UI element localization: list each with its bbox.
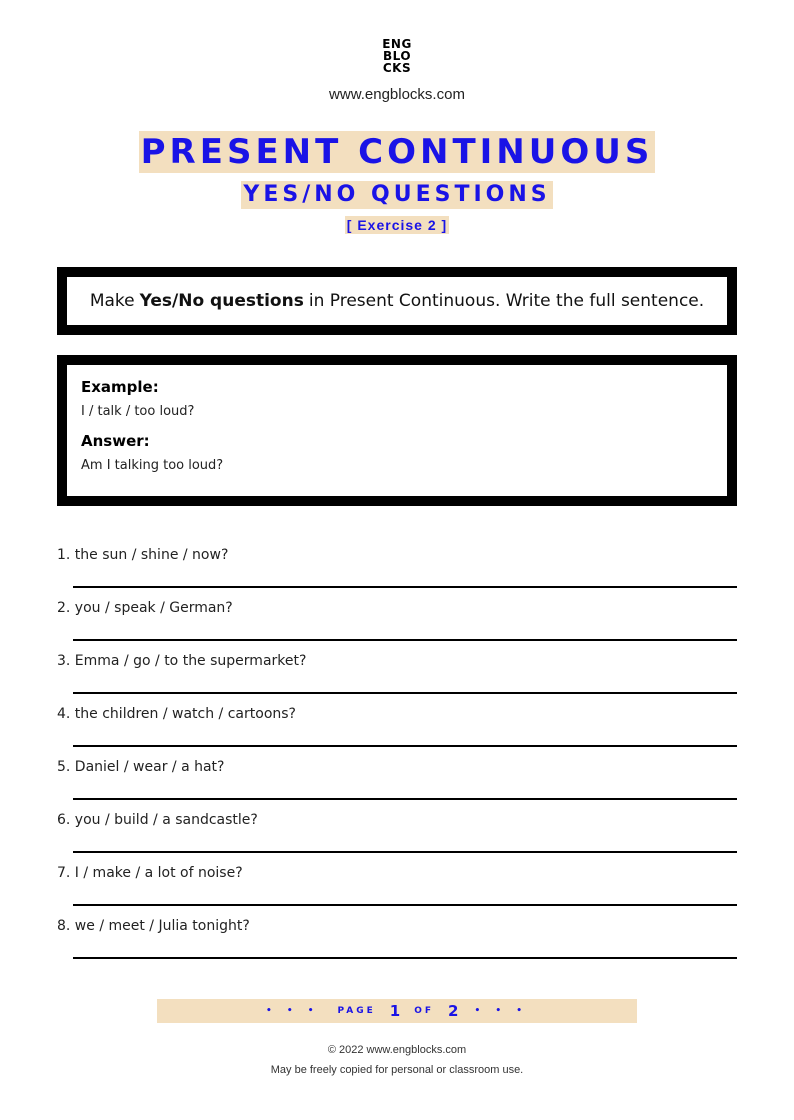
answer-line[interactable] [73, 851, 737, 853]
answer-line[interactable] [73, 904, 737, 906]
pager-current: 1 [389, 1002, 401, 1020]
question-item [57, 599, 737, 652]
answer-line[interactable] [73, 586, 737, 588]
page-title: PRESENT CONTINUOUS [140, 132, 654, 172]
answer-line[interactable] [73, 798, 737, 800]
logo-line-2: BLO [382, 49, 412, 63]
instruction-after: in Present Continuous. Write the full sentence. [308, 291, 705, 311]
instruction-before: Make [89, 291, 135, 311]
pager-of-word: OF [414, 1006, 435, 1016]
question-text: 3. Emma / go / to the supermarket? [57, 653, 307, 669]
answer-line[interactable] [73, 639, 737, 641]
question-text: 2. you / speak / German? [57, 600, 233, 616]
example-box [57, 355, 737, 506]
question-item [57, 705, 737, 758]
question-list [57, 546, 737, 970]
answer-line[interactable] [73, 957, 737, 959]
question-item [57, 546, 737, 599]
page-subtitle: YES/NO QUESTIONS [243, 182, 551, 207]
question-text: 5. Daniel / wear / a hat? [57, 759, 225, 775]
question-item [57, 758, 737, 811]
question-text: 6. you / build / a sandcastle? [57, 812, 258, 828]
pager-page-word: PAGE [337, 1006, 376, 1016]
answer-text: Am I talking too loud? [81, 458, 224, 473]
site-url: www.engblocks.com [329, 86, 465, 103]
engblocks-logo [0, 38, 794, 74]
pager-total: 2 [448, 1002, 459, 1020]
question-item [57, 864, 737, 917]
logo-line-1: ENG [382, 37, 412, 51]
copyright: © 2022 www.engblocks.com [327, 1044, 467, 1056]
question-text: 1. the sun / shine / now? [57, 547, 229, 563]
answer-label: Answer: [81, 432, 150, 450]
question-item [57, 917, 737, 970]
pager-dots-right: • • • [474, 1006, 529, 1016]
question-item [57, 811, 737, 864]
example-text: I / talk / too loud? [81, 404, 195, 419]
example-label: Example: [81, 378, 159, 396]
exercise-label: [ Exercise 2 ] [346, 217, 448, 233]
question-text: 4. the children / watch / cartoons? [57, 706, 296, 722]
answer-line[interactable] [73, 692, 737, 694]
logo-line-3: CKS [382, 61, 412, 75]
instruction-box [57, 267, 737, 335]
instruction-bold: Yes/No questions [139, 291, 304, 311]
pager-dots-left: • • • [265, 1006, 320, 1016]
question-text: 7. I / make / a lot of noise? [57, 865, 243, 881]
answer-line[interactable] [73, 745, 737, 747]
license-note: May be freely copied for personal or classroom use. [270, 1064, 524, 1076]
page-indicator [157, 999, 637, 1023]
question-text: 8. we / meet / Julia tonight? [57, 918, 250, 934]
question-item [57, 652, 737, 705]
